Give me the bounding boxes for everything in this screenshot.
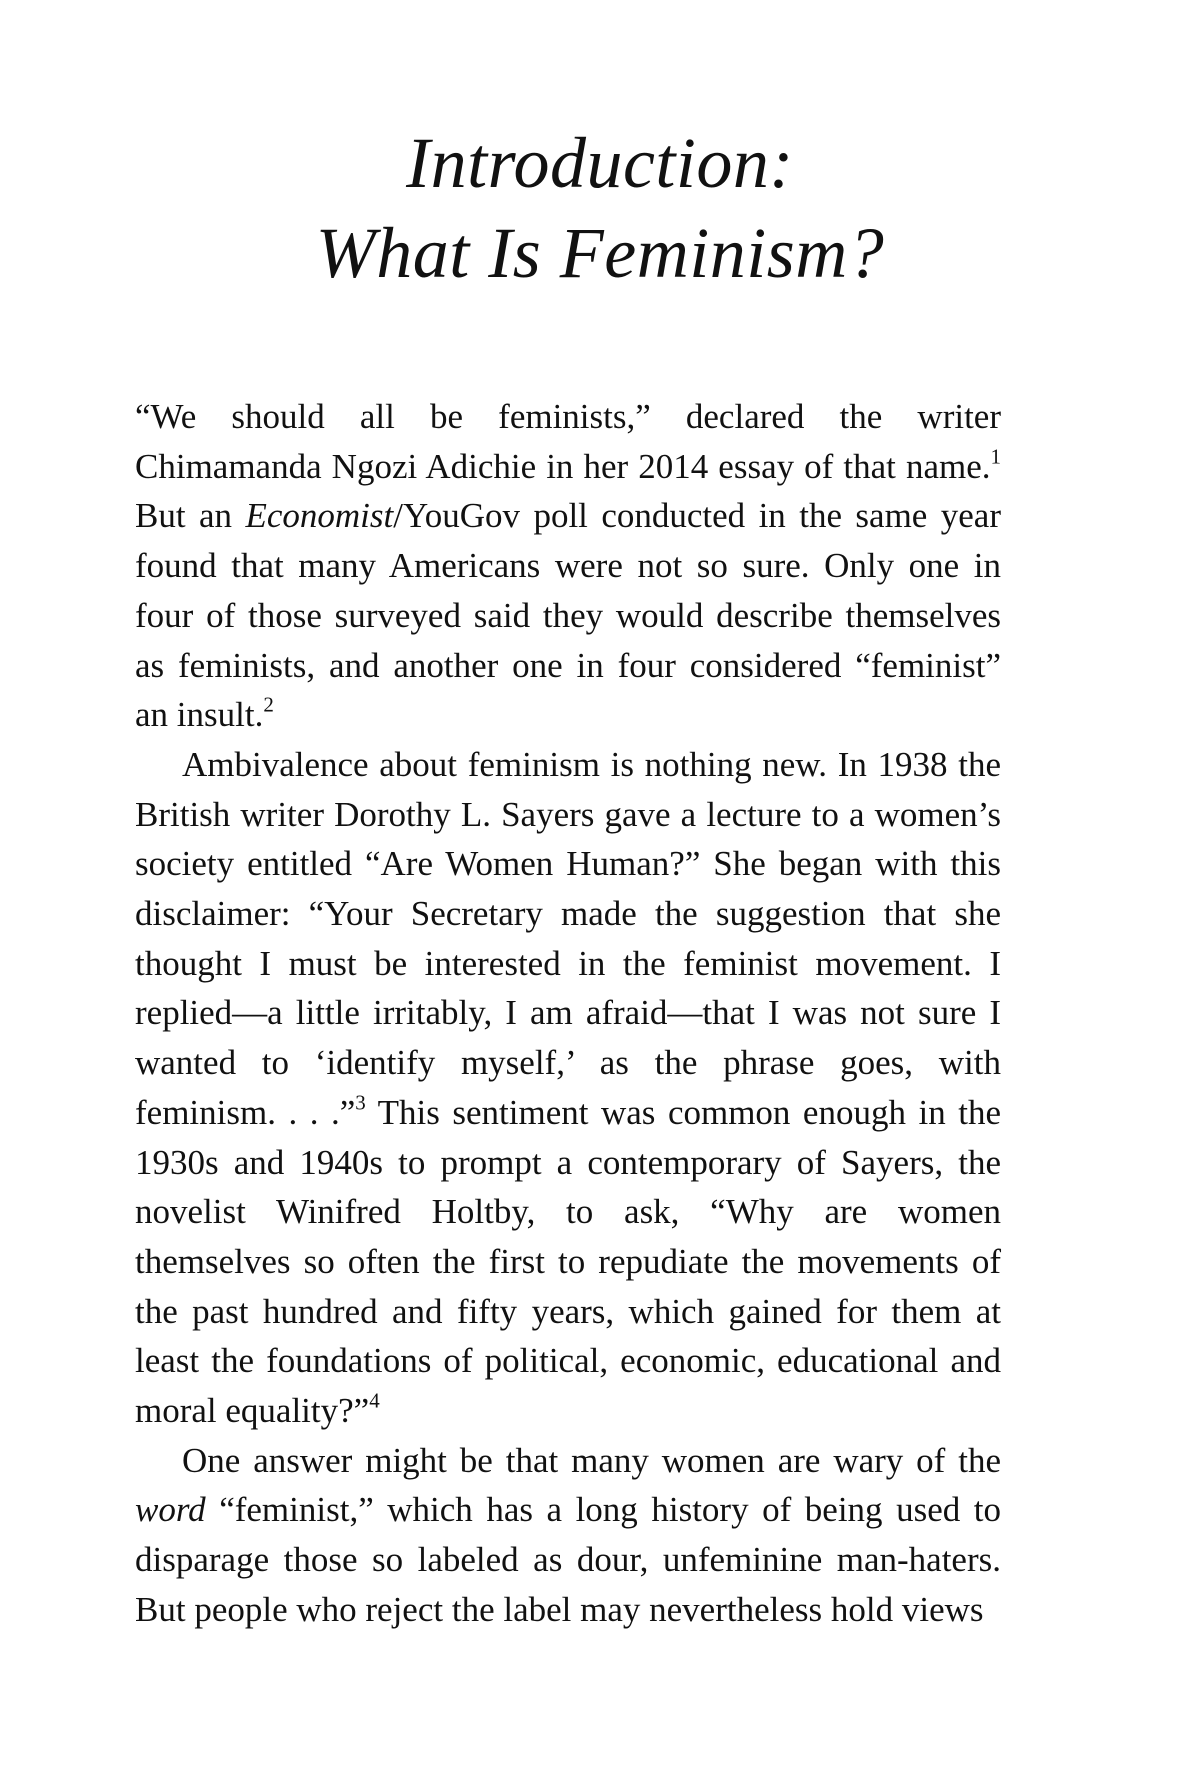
footnote-ref-3: 3 xyxy=(355,1090,366,1115)
paragraph-2 xyxy=(135,740,1001,1436)
paragraph-3 xyxy=(135,1436,1001,1635)
paragraph-3-text-b: “feminist,” which has a long history of being used to disparage those so labeled as dour, unfeminine man-haters. But people who reject the label may nevertheless hold views xyxy=(135,1490,1001,1629)
publication-name-economist: Economist xyxy=(245,496,394,536)
paragraph-1-text-c: /YouGov poll conducted in the same year found that many Americans were not so sure. Only one in four of those surveyed said they would describe themselves as feminists, and another one in four considered “feminist” an insult. xyxy=(135,496,1001,735)
paragraph-3-text-a: One answer might be that many women are wary of the xyxy=(182,1440,1001,1480)
paragraph-1-text-b: But an xyxy=(135,496,246,536)
chapter-title-line-1: Introduction: xyxy=(406,123,794,203)
paragraph-1 xyxy=(135,392,1001,740)
chapter-title-line-2: What Is Feminism? xyxy=(315,213,885,293)
emphasis-word: word xyxy=(135,1490,206,1530)
footnote-ref-4: 4 xyxy=(369,1388,380,1413)
footnote-ref-2: 2 xyxy=(263,692,274,717)
footnote-ref-1: 1 xyxy=(990,444,1001,469)
paragraph-1-text-a: “We should all be feminists,” declared the writer Chimamanda Ngozi Adichie in her 2014 essay of that name. xyxy=(135,397,1001,486)
body-text xyxy=(135,392,1001,1635)
paragraph-2-text-b: This sentiment was common enough in the 1930s and 1940s to prompt a contemporary of Sayers, the novelist Winifred Holtby, to ask, “Why are women themselves so often the first to repudiate the movements of the past hundred and fifty years, which gained for them at least the foundations of political, economic, educational and moral equality?” xyxy=(135,1092,1001,1431)
paragraph-2-text-a: Ambivalence about feminism is nothing new. In 1938 the British writer Dorothy L. Sayers gave a lecture to a women’s society entitled “Are Women Human?” She began with this disclaimer: “Your Secretary made the suggestion that she thought I must be interested in the feminist movement. I replied—a little irritably, I am afraid—that I was not sure I wanted to ‘identify myself,’ as the phrase goes, with feminism. . . .” xyxy=(135,744,1001,1132)
chapter-title xyxy=(0,118,1200,298)
